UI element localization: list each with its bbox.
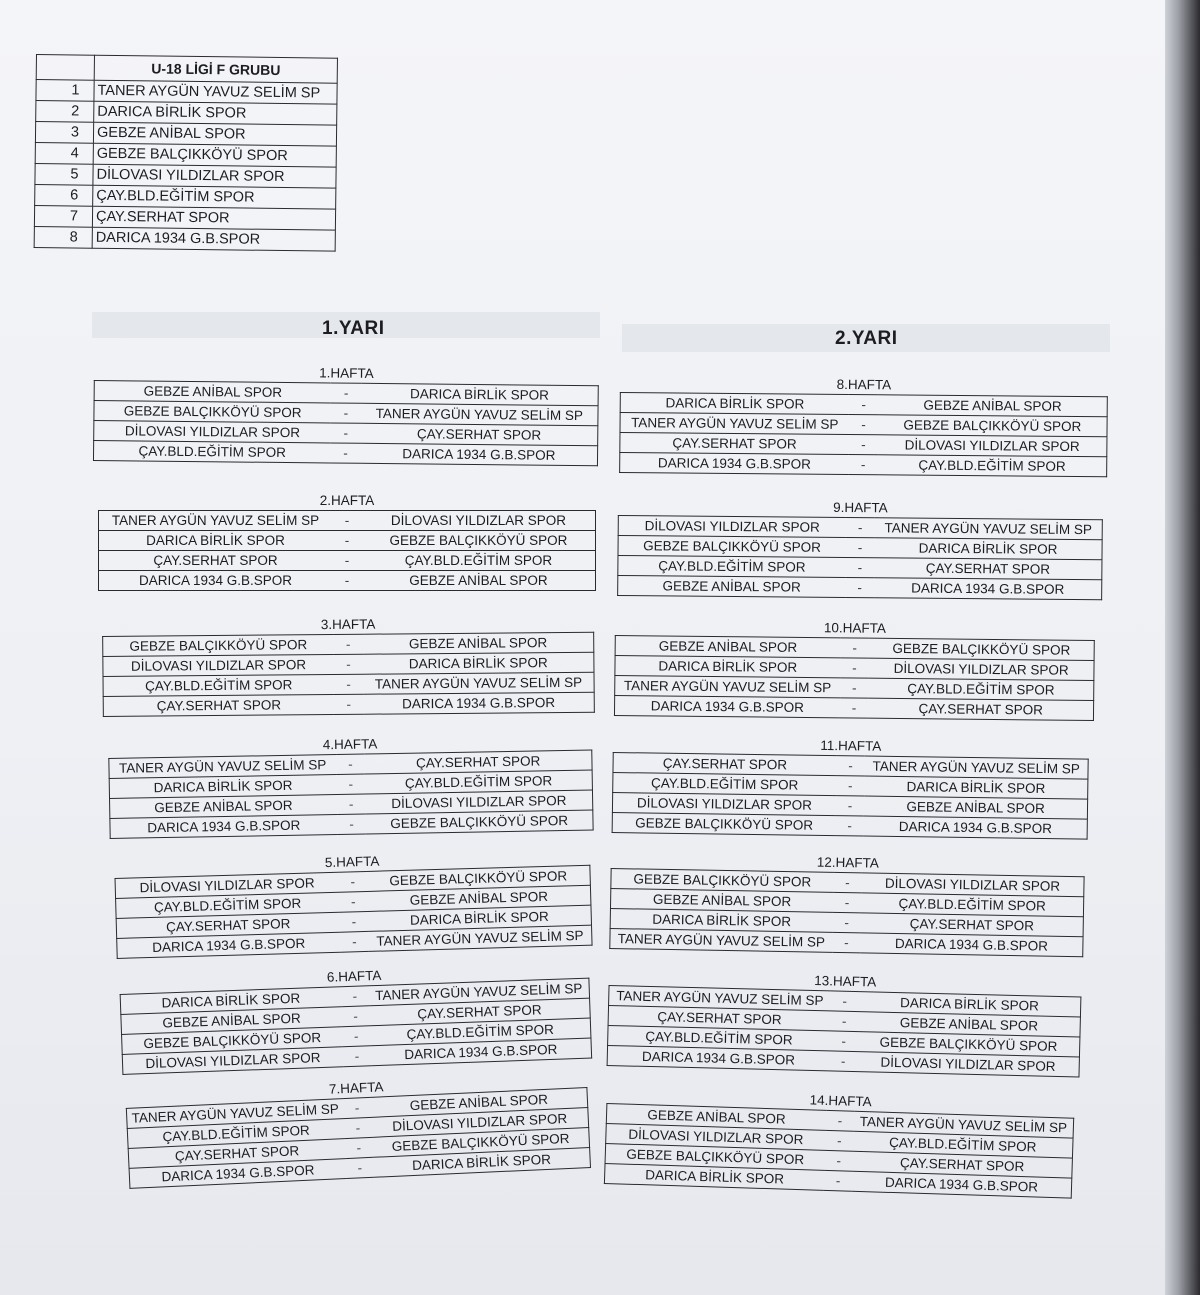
match-separator: - xyxy=(343,1097,372,1118)
home-team: ÇAY.BLD.EĞİTİM SPOR xyxy=(103,674,334,696)
week-title: 10.HAFTA xyxy=(823,620,886,636)
home-team: DİLOVASI YILDIZLAR SPOR xyxy=(103,654,334,676)
home-team: ÇAY.SERHAT SPOR xyxy=(103,694,334,716)
away-team: DARICA 1934 G.B.SPOR xyxy=(860,933,1083,957)
away-team: GEBZE BALÇIKKÖYÜ SPOR xyxy=(858,1032,1080,1057)
fixture-table xyxy=(614,635,1095,721)
away-team: TANER AYGÜN YAVUZ SELİM SP xyxy=(363,672,594,694)
match-row xyxy=(99,511,596,531)
home-team: TANER AYGÜN YAVUZ SELİM SP xyxy=(609,986,831,1011)
match-separator: - xyxy=(845,537,874,557)
week-block xyxy=(614,617,1095,721)
week-title: 12.HAFTA xyxy=(816,854,879,871)
match-separator: - xyxy=(824,1150,853,1171)
fixture-table xyxy=(98,510,596,591)
home-team: TANER AYGÜN YAVUZ SELİM SP xyxy=(620,413,849,435)
match-separator: - xyxy=(826,1110,855,1131)
week-block xyxy=(607,967,1082,1078)
week-block xyxy=(125,1069,591,1189)
away-team: GEBZE BALÇIKKÖYÜ SPOR xyxy=(869,638,1094,660)
away-team: TANER AYGÜN YAVUZ SELİM SP xyxy=(875,518,1103,540)
team-number: 5 xyxy=(35,163,93,185)
match-separator: - xyxy=(340,986,369,1007)
first-half-title: 1.YARI xyxy=(322,318,385,339)
match-separator: - xyxy=(340,931,369,952)
away-team: DİLOVASI YILDIZLAR SPOR xyxy=(861,873,1084,897)
fixture-table xyxy=(115,865,593,959)
away-team: GEBZE BALÇIKKÖYÜ SPOR xyxy=(878,415,1107,437)
away-team: ÇAY.BLD.EĞİTİM SPOR xyxy=(365,770,592,794)
team-name: GEBZE BALÇIKKÖYÜ SPOR xyxy=(93,143,336,167)
away-team: DARICA 1934 G.B.SPOR xyxy=(361,443,598,465)
home-team: ÇAY.BLD.EĞİTİM SPOR xyxy=(127,1119,344,1149)
away-team: DARICA BİRLİK SPOR xyxy=(859,992,1081,1017)
team-number: 1 xyxy=(36,80,94,102)
home-team: GEBZE BALÇIKKÖYÜ SPOR xyxy=(612,812,836,835)
away-team: DARICA 1934 G.B.SPOR xyxy=(371,1038,592,1066)
match-separator: - xyxy=(337,814,366,835)
away-team: GEBZE BALÇIKKÖYÜ SPOR xyxy=(372,1128,589,1158)
home-team: GEBZE BALÇIKKÖYÜ SPOR xyxy=(103,634,334,656)
home-team: TANER AYGÜN YAVUZ SELİM SP xyxy=(615,676,840,698)
team-name: TANER AYGÜN YAVUZ SELİM SP xyxy=(94,80,337,104)
home-team: ÇAY.BLD.EĞİTİM SPOR xyxy=(93,441,330,463)
home-team: ÇAY.BLD.EĞİTİM SPOR xyxy=(608,1025,830,1050)
home-team: ÇAY.SERHAT SPOR xyxy=(613,753,837,776)
home-team: DARICA BİRLİK SPOR xyxy=(99,531,333,551)
away-team: ÇAY.BLD.EĞİTİM SPOR xyxy=(370,1018,591,1046)
away-team: ÇAY.SERHAT SPOR xyxy=(868,698,1093,720)
fixture-table xyxy=(93,380,599,466)
match-separator: - xyxy=(830,1011,859,1032)
match-separator: - xyxy=(840,678,869,698)
match-separator: - xyxy=(339,891,368,912)
week-block xyxy=(93,362,599,466)
away-team: DARICA 1934 G.B.SPOR xyxy=(852,1171,1072,1198)
week-title: 14.HAFTA xyxy=(809,1092,872,1110)
away-team: ÇAY.SERHAT SPOR xyxy=(874,558,1102,580)
match-separator: - xyxy=(836,776,865,796)
away-team: ÇAY.SERHAT SPOR xyxy=(365,750,592,774)
home-team: GEBZE ANİBAL SPOR xyxy=(610,889,833,913)
away-team: GEBZE ANİBAL SPOR xyxy=(370,1088,587,1118)
match-separator: - xyxy=(336,794,365,815)
match-separator: - xyxy=(836,796,865,816)
fixture-table xyxy=(617,515,1103,600)
home-team: ÇAY.SERHAT SPOR xyxy=(128,1139,345,1169)
home-team: ÇAY.BLD.EĞİTİM SPOR xyxy=(116,892,340,918)
match-separator: - xyxy=(334,694,364,714)
match-separator: - xyxy=(849,415,878,435)
away-team: GEBZE ANİBAL SPOR xyxy=(362,571,596,591)
home-team: DARICA BİRLİK SPOR xyxy=(620,393,849,415)
week-title: 11.HAFTA xyxy=(820,737,882,754)
fixture-table xyxy=(604,1103,1074,1199)
team-name: GEBZE ANİBAL SPOR xyxy=(93,122,336,146)
match-separator: - xyxy=(331,403,361,423)
match-row xyxy=(614,696,1093,721)
match-separator: - xyxy=(840,638,869,658)
week-block xyxy=(108,732,594,839)
match-separator: - xyxy=(344,1117,373,1138)
week-block xyxy=(102,614,595,717)
home-team: DARICA BİRLİK SPOR xyxy=(610,908,833,932)
away-team: ÇAY.SERHAT SPOR xyxy=(369,998,590,1026)
match-separator: - xyxy=(833,872,862,892)
week-block xyxy=(609,850,1085,957)
desk-edge xyxy=(1165,0,1200,1295)
match-row xyxy=(99,571,596,591)
home-team: DİLOVASI YILDIZLAR SPOR xyxy=(618,516,846,538)
match-separator: - xyxy=(334,654,364,674)
home-team: DARICA 1934 G.B.SPOR xyxy=(99,571,333,591)
week-block xyxy=(604,1085,1075,1199)
match-row xyxy=(618,576,1102,600)
away-team: ÇAY.BLD.EĞİTİM SPOR xyxy=(861,893,1084,917)
match-separator: - xyxy=(845,577,874,597)
week-block xyxy=(98,492,596,591)
week-title: 3.HAFTA xyxy=(320,616,376,633)
group-table-corner xyxy=(36,55,94,81)
home-team: GEBZE BALÇIKKÖYÜ SPOR xyxy=(122,1027,343,1055)
home-team: GEBZE ANİBAL SPOR xyxy=(110,795,337,819)
match-separator: - xyxy=(829,1051,858,1072)
match-separator: - xyxy=(840,658,869,678)
team-name: DARICA BİRLİK SPOR xyxy=(94,101,337,125)
match-separator: - xyxy=(830,991,859,1012)
week-title: 4.HAFTA xyxy=(322,736,378,753)
away-team: TANER AYGÜN YAVUZ SELİM SP xyxy=(369,978,590,1006)
away-team: GEBZE ANİBAL SPOR xyxy=(858,1012,1080,1037)
week-title: 13.HAFTA xyxy=(814,973,877,990)
team-name: ÇAY.SERHAT SPOR xyxy=(92,206,335,230)
match-separator: - xyxy=(332,531,362,551)
match-separator: - xyxy=(333,634,363,654)
away-team: GEBZE ANİBAL SPOR xyxy=(363,632,594,654)
team-row xyxy=(34,226,335,251)
match-separator: - xyxy=(829,1031,858,1052)
match-separator: - xyxy=(824,1170,853,1191)
match-separator: - xyxy=(840,698,869,718)
match-separator: - xyxy=(339,911,368,932)
match-separator: - xyxy=(832,932,861,952)
week-title: 6.HAFTA xyxy=(326,967,382,985)
home-team: TANER AYGÜN YAVUZ SELİM SP xyxy=(126,1099,343,1129)
fixture-table xyxy=(108,750,593,839)
team-number: 8 xyxy=(34,226,92,248)
home-team: ÇAY.SERHAT SPOR xyxy=(608,1006,830,1031)
match-separator: - xyxy=(342,1026,371,1047)
week-block xyxy=(119,960,592,1075)
team-number: 3 xyxy=(35,122,93,144)
week-block xyxy=(612,734,1089,840)
team-number: 2 xyxy=(36,101,94,123)
away-team: ÇAY.BLD.EĞİTİM SPOR xyxy=(869,678,1094,700)
match-separator: - xyxy=(338,871,367,892)
home-team: GEBZE BALÇIKKÖYÜ SPOR xyxy=(94,401,331,423)
away-team: DİLOVASI YILDIZLAR SPOR xyxy=(878,435,1107,457)
away-team: GEBZE BALÇIKKÖYÜ SPOR xyxy=(366,810,593,834)
match-separator: - xyxy=(832,912,861,932)
team-name: ÇAY.BLD.EĞİTİM SPOR xyxy=(93,185,336,209)
match-separator: - xyxy=(836,756,865,776)
home-team: GEBZE ANİBAL SPOR xyxy=(606,1104,826,1131)
home-team: TANER AYGÜN YAVUZ SELİM SP xyxy=(99,511,333,531)
match-separator: - xyxy=(330,443,360,463)
away-team: DİLOVASI YILDIZLAR SPOR xyxy=(362,511,596,531)
home-team: DARICA 1934 G.B.SPOR xyxy=(129,1159,346,1189)
home-team: ÇAY.SERHAT SPOR xyxy=(620,433,849,455)
week-title: 9.HAFTA xyxy=(833,499,888,516)
week-block xyxy=(617,497,1103,600)
team-number: 7 xyxy=(34,205,92,227)
fixture-table xyxy=(607,985,1082,1078)
home-team: DİLOVASI YILDIZLAR SPOR xyxy=(122,1047,343,1075)
away-team: GEBZE ANİBAL SPOR xyxy=(367,885,591,911)
match-separator: - xyxy=(343,1046,372,1067)
home-team: DARICA 1934 G.B.SPOR xyxy=(620,453,849,475)
fixture-table xyxy=(120,978,593,1075)
home-team: DARICA BİRLİK SPOR xyxy=(109,775,336,799)
home-team: ÇAY.BLD.EĞİTİM SPOR xyxy=(618,556,846,578)
match-separator: - xyxy=(849,454,878,474)
home-team: DİLOVASI YILDIZLAR SPOR xyxy=(606,1123,826,1150)
away-team: TANER AYGÜN YAVUZ SELİM SP xyxy=(361,403,598,425)
home-team: ÇAY.SERHAT SPOR xyxy=(99,551,333,571)
fixture-table xyxy=(609,868,1084,957)
match-separator: - xyxy=(336,754,365,775)
fixture-table xyxy=(619,392,1108,477)
away-team: DARICA BİRLİK SPOR xyxy=(368,905,592,931)
match-separator: - xyxy=(849,395,878,415)
home-team: DİLOVASI YILDIZLAR SPOR xyxy=(94,421,331,443)
away-team: ÇAY.SERHAT SPOR xyxy=(852,1151,1072,1178)
away-team: DİLOVASI YILDIZLAR SPOR xyxy=(857,1052,1079,1077)
home-team: TANER AYGÜN YAVUZ SELİM SP xyxy=(109,755,336,779)
match-separator: - xyxy=(833,892,862,912)
match-row xyxy=(99,551,596,571)
away-team: ÇAY.SERHAT SPOR xyxy=(361,423,598,445)
week-title: 5.HAFTA xyxy=(324,853,380,871)
match-separator: - xyxy=(849,434,878,454)
team-name: DİLOVASI YILDIZLAR SPOR xyxy=(93,164,336,188)
home-team: DARICA 1934 G.B.SPOR xyxy=(110,815,337,839)
home-team: DİLOVASI YILDIZLAR SPOR xyxy=(115,872,339,898)
home-team: GEBZE ANİBAL SPOR xyxy=(615,636,840,658)
away-team: DİLOVASI YILDIZLAR SPOR xyxy=(371,1108,588,1138)
away-team: GEBZE BALÇIKKÖYÜ SPOR xyxy=(362,531,596,551)
week-title: 2.HAFTA xyxy=(319,493,375,508)
home-team: DARICA 1934 G.B.SPOR xyxy=(607,1045,829,1070)
away-team: DARICA BİRLİK SPOR xyxy=(874,538,1102,560)
home-team: GEBZE ANİBAL SPOR xyxy=(618,576,846,598)
away-team: GEBZE ANİBAL SPOR xyxy=(864,796,1088,819)
week-title: 8.HAFTA xyxy=(836,376,892,393)
away-team: DİLOVASI YILDIZLAR SPOR xyxy=(365,790,592,814)
match-separator: - xyxy=(345,1137,374,1158)
away-team: DARICA 1934 G.B.SPOR xyxy=(363,692,594,714)
away-team: DARICA BİRLİK SPOR xyxy=(864,776,1088,799)
away-team: DARICA BİRLİK SPOR xyxy=(363,652,594,674)
away-team: TANER AYGÜN YAVUZ SELİM SP xyxy=(368,925,592,951)
week-title: 7.HAFTA xyxy=(328,1079,384,1097)
away-team: ÇAY.BLD.EĞİTİM SPOR xyxy=(853,1131,1073,1158)
match-separator: - xyxy=(331,423,361,443)
away-team: DİLOVASI YILDIZLAR SPOR xyxy=(869,658,1094,680)
match-separator: - xyxy=(332,571,362,591)
away-team: ÇAY.SERHAT SPOR xyxy=(861,913,1084,937)
match-separator: - xyxy=(331,383,361,403)
home-team: DARICA BİRLİK SPOR xyxy=(615,656,840,678)
match-separator: - xyxy=(345,1157,374,1178)
home-team: GEBZE ANİBAL SPOR xyxy=(121,1007,342,1035)
match-separator: - xyxy=(835,816,864,836)
match-separator: - xyxy=(332,551,362,571)
group-table-body xyxy=(34,80,337,252)
home-team: TANER AYGÜN YAVUZ SELİM SP xyxy=(610,928,833,952)
match-row xyxy=(103,692,594,716)
team-name: DARICA 1934 G.B.SPOR xyxy=(92,227,335,251)
home-team: GEBZE BALÇIKKÖYÜ SPOR xyxy=(611,869,834,893)
away-team: DARICA 1934 G.B.SPOR xyxy=(864,816,1088,839)
week-title: 1.HAFTA xyxy=(319,365,374,381)
away-team: GEBZE BALÇIKKÖYÜ SPOR xyxy=(367,865,591,891)
team-number: 4 xyxy=(35,142,93,164)
week-block xyxy=(619,374,1108,477)
match-separator: - xyxy=(334,674,364,694)
team-number: 6 xyxy=(35,184,93,206)
home-team: GEBZE BALÇIKKÖYÜ SPOR xyxy=(618,536,846,558)
away-team: ÇAY.BLD.EĞİTİM SPOR xyxy=(362,551,596,571)
home-team: GEBZE ANİBAL SPOR xyxy=(94,381,331,403)
away-team: DARICA 1934 G.B.SPOR xyxy=(874,578,1102,600)
away-team: TANER AYGÜN YAVUZ SELİM SP xyxy=(865,756,1089,779)
home-team: DARICA 1934 G.B.SPOR xyxy=(117,932,341,958)
match-separator: - xyxy=(846,517,875,537)
home-team: DİLOVASI YILDIZLAR SPOR xyxy=(612,793,836,816)
match-row xyxy=(99,531,596,551)
match-row xyxy=(620,453,1107,477)
home-team: DARICA BİRLİK SPOR xyxy=(604,1163,824,1190)
fixture-table xyxy=(102,632,595,717)
home-team: DARICA 1934 G.B.SPOR xyxy=(614,696,839,718)
home-team: GEBZE BALÇIKKÖYÜ SPOR xyxy=(605,1143,825,1170)
group-table-header xyxy=(36,55,337,84)
away-team: DARICA BİRLİK SPOR xyxy=(361,383,598,405)
away-team: DARICA BİRLİK SPOR xyxy=(373,1147,590,1177)
away-team: TANER AYGÜN YAVUZ SELİM SP xyxy=(854,1111,1074,1138)
group-table-title: U-18 LİGİ F GRUBU xyxy=(94,55,337,83)
match-separator: - xyxy=(332,511,362,531)
match-separator: - xyxy=(825,1130,854,1151)
away-team: GEBZE ANİBAL SPOR xyxy=(878,395,1107,417)
match-separator: - xyxy=(341,1006,370,1027)
second-half-title: 2.YARI xyxy=(835,328,898,349)
home-team: DARICA BİRLİK SPOR xyxy=(120,987,341,1015)
fixture-table xyxy=(612,752,1089,840)
match-separator: - xyxy=(845,557,874,577)
away-team: ÇAY.BLD.EĞİTİM SPOR xyxy=(878,455,1107,477)
week-block xyxy=(114,847,593,959)
match-separator: - xyxy=(336,774,365,795)
home-team: ÇAY.SERHAT SPOR xyxy=(116,912,340,938)
group-team-table xyxy=(34,54,338,252)
home-team: ÇAY.BLD.EĞİTİM SPOR xyxy=(613,773,837,796)
